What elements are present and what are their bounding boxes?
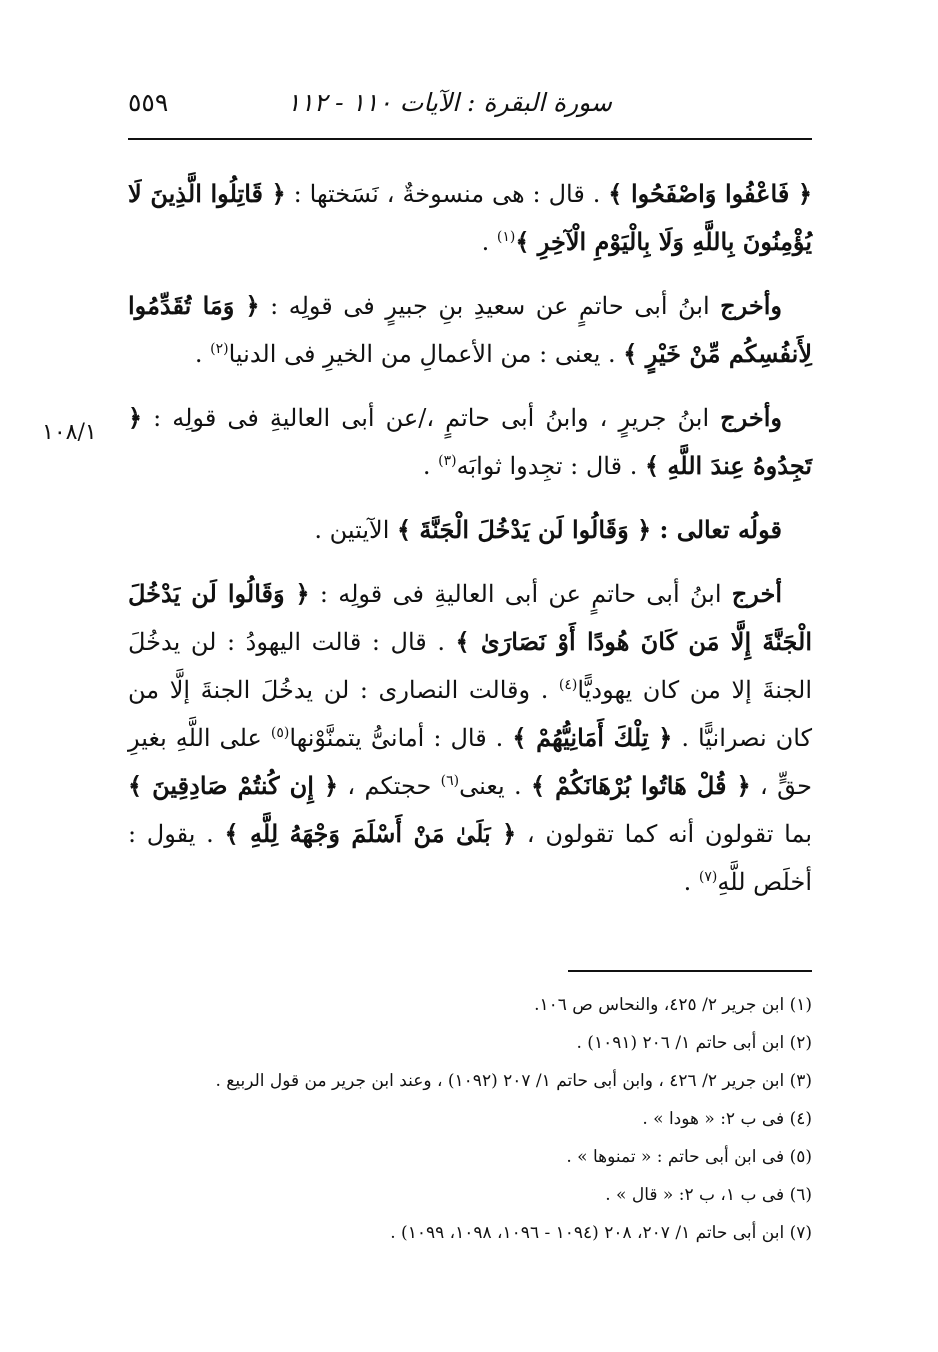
main-text [128, 170, 812, 922]
text-segment: . [683, 868, 699, 896]
text-segment: . [194, 340, 211, 368]
text-segment: . [481, 228, 497, 256]
text-segment: . قال : هى منسوخةٌ ، نَسَختها : [285, 180, 609, 208]
running-header [128, 84, 812, 124]
text-segment: بما تقولون أنه كما تقولون ، [516, 820, 813, 848]
footnote-marker: (٣) [438, 453, 457, 469]
text-segment: . يعنى : من الأعمالِ من الخيرِ فى الدنيا [228, 340, 624, 368]
text-segment: . يقول : أخلَص للَّهِ [128, 820, 812, 896]
quran-quote: ﴿ بَلَىٰ مَنْ أَسْلَمَ وَجْهَهُ لِلَّهِ ﴾ [224, 819, 517, 848]
text-segment: . قال : تجِدوا ثوابَه [456, 452, 645, 480]
quran-quote: ﴿ تَجِدُوهُ عِندَ اللَّهِ ﴾ [128, 403, 812, 480]
quran-quote: ﴿ وَمَا تُقَدِّمُوا لِأَنفُسِكُم مِّنْ خَيْرٍ ﴾ [128, 291, 812, 368]
quran-quote: ﴿ قَاتِلُوا الَّذِينَ لَا يُؤْمِنُونَ بِاللَّهِ وَلَا بِالْيَوْمِ الْآخِرِ ﴾ [128, 179, 812, 256]
footnote-marker: (٤) [558, 677, 578, 693]
quran-quote: ﴿ فَاعْفُوا وَاصْفَحُوا ﴾ [608, 179, 813, 208]
quran-quote: ﴿ قُلْ هَاتُوا بُرْهَانَكُمْ ﴾ [531, 771, 751, 800]
lead-word: وأخرج [720, 403, 782, 432]
footnote-marker: (٧) [698, 869, 718, 885]
footnote-marker: (٦) [440, 773, 460, 789]
paragraph-2 [128, 282, 812, 378]
lead-word: أخرج [731, 579, 782, 608]
header-divider [128, 138, 812, 140]
text-segment: حجتكم ، [338, 772, 441, 800]
footnote-5: (٥) فى ابن أبى حاتم : « تمنوها » . [566, 1147, 812, 1167]
text-segment: . [422, 452, 439, 480]
footnote-marker: (٢) [210, 341, 229, 357]
footnotes [128, 986, 812, 1252]
lead-word: وأخرج [720, 291, 782, 320]
quran-quote: ﴿ تِلْكَ أَمَانِيُّهُمْ ﴾ [512, 723, 673, 752]
margin-reference: ١٠٨/١ [42, 420, 97, 445]
footnote-1: (١) ابن جرير ٢/ ٤٢٥، والنحاس ص ١٠٦. [534, 995, 812, 1015]
paragraph-4 [128, 506, 812, 554]
text-segment: الآيتين . [314, 516, 398, 544]
quran-quote: ﴿ وَقَالُوا لَن يَدْخُلَ الْجَنَّةَ ﴾ [397, 515, 652, 544]
paragraph-3 [128, 394, 812, 490]
text-segment: . يعنى [459, 772, 532, 800]
text-segment: ابنُ أبى حاتمٍ عن سعيدِ بنِ جبيرٍ فى قولِه : [259, 292, 721, 320]
footnote-marker: (١) [496, 229, 516, 245]
text-segment: على اللَّهِ بغيرِ حقٍّ ، [128, 724, 812, 800]
paragraph-5 [128, 570, 812, 906]
footnote-6: (٦) فى ب ١، ب ٢: « قال » . [605, 1185, 812, 1205]
paragraph-1 [128, 170, 812, 266]
footnote-4: (٤) فى ب ٢: « هودا » . [642, 1109, 812, 1129]
header-title: سورة البقرة : الآيات ١١٠ - ١١٢ [286, 88, 612, 117]
text-segment: . وقالت النصارى : لن يدخُلَ الجنةَ إلَّا من كان نصرانيًّا . [128, 676, 812, 752]
text-segment: ابنُ جريرٍ ، وابنُ أبى حاتمٍ ،/عن أبى العاليةِ فى قولِه : [142, 404, 721, 432]
text-segment: ابنُ أبى حاتمٍ عن أبى العاليةِ فى قولِه : [309, 580, 732, 608]
footnote-3: (٣) ابن جرير ٢/ ٤٢٦ ، وابن أبى حاتم ١/ ٢٠٧ (١٠٩٢) ، وعند ابن جرير من قول الربيع . [215, 1071, 812, 1091]
footnote-7: (٧) ابن أبى حاتم ١/ ٢٠٧، ٢٠٨ (١٠٩٤ - ١٠٩٦، ١٠٩٨، ١٠٩٩) . [390, 1223, 812, 1243]
text-segment: . قال : أمانىُّ يتمنَّوْنها [289, 724, 513, 752]
footnote-marker: (٥) [270, 725, 290, 741]
section-heading: قولُه تعالى : [651, 515, 782, 544]
page-number: ٥٥٩ [128, 88, 169, 117]
quran-quote: ﴿ إِن كُنتُمْ صَادِقِينَ ﴾ [128, 771, 339, 800]
footnote-2: (٢) ابن أبى حاتم ١/ ٢٠٦ (١٠٩١) . [576, 1033, 812, 1053]
quran-quote: ﴿ وَقَالُوا لَن يَدْخُلَ الْجَنَّةَ إِلَّا مَن كَانَ هُودًا أَوْ نَصَارَىٰ ﴾ [128, 579, 812, 656]
text-segment: . قال : قالت اليهودُ : لن يدخُلَ الجنةَ إلا من كان يهوديًّا [128, 628, 812, 704]
footnote-divider [568, 970, 812, 972]
